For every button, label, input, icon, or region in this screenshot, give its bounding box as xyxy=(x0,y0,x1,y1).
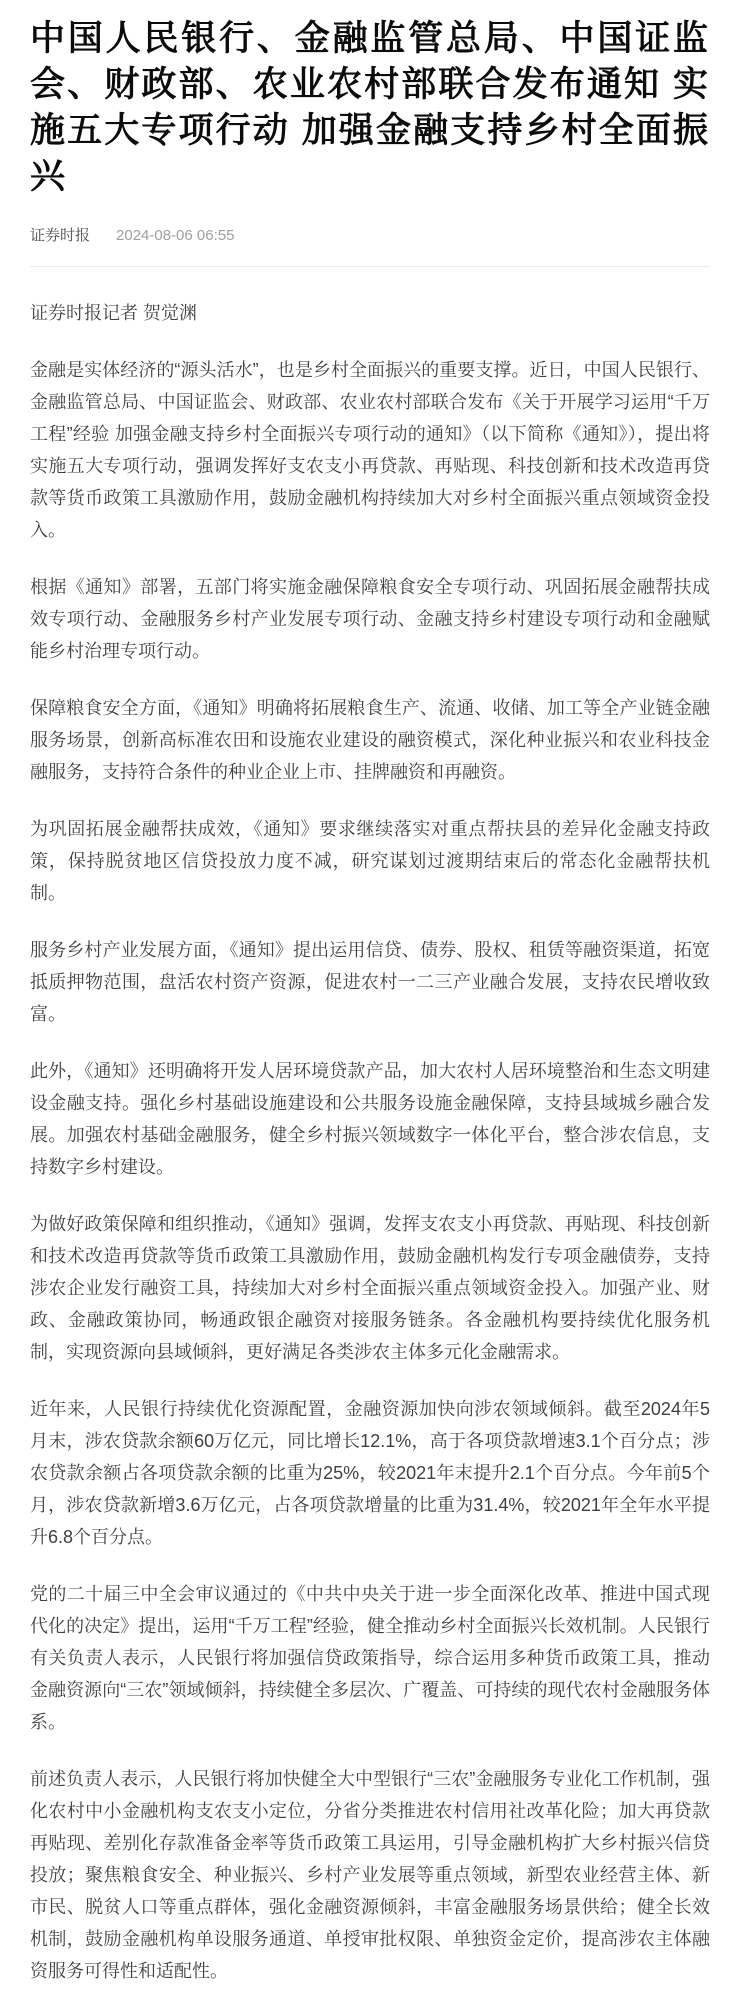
paragraph: 服务乡村产业发展方面，《通知》提出运用信贷、债券、股权、租赁等融资渠道，拓宽抵质押物范围，盘活农村资产资源，促进农村一二三产业融合发展，支持农民增收致富。 xyxy=(30,940,710,1024)
paragraph: 此外，《通知》还明确将开发人居环境贷款产品，加大农村人居环境整治和生态文明建设金融支持。强化乡村基础设施建设和公共服务设施金融保障，支持县域城乡融合发展。加强农村基础金融服务，健全乡村振兴领域数字一体化平台，整合涉农信息，支持数字乡村建设。 xyxy=(30,1061,710,1177)
paragraph: 根据《通知》部署，五部门将实施金融保障粮食安全专项行动、巩固拓展金融帮扶成效专项行动、金融服务乡村产业发展专项行动、金融支持乡村建设专项行动和金融赋能乡村治理专项行动。 xyxy=(30,577,710,661)
paragraph: 党的二十届三中全会审议通过的《中共中央关于进一步全面深化改革、推进中国式现代化的决定》提出，运用“千万工程”经验，健全推动乡村全面振兴长效机制。人民银行有关负责人表示，人民银行将加强信贷政策指导，综合运用多种货币政策工具，推动金融资源向“三农”领域倾斜，持续健全多层次、广覆盖、可持续的现代农村金融服务体系。 xyxy=(30,1584,710,1732)
byline: 证券时报记者 贺觉渊 xyxy=(30,303,198,323)
paragraph: 近年来，人民银行持续优化资源配置，金融资源加快向涉农领域倾斜。截至2024年5月末，涉农贷款余额60万亿元，同比增长12.1%，高于各项贷款增速3.1个百分点；涉农贷款余额占各项贷款余额的比重为25%，较2021年末提升2.1个百分点。今年前5个月，涉农贷款新增3.6万亿元，占各项贷款增量的比重为31.4%，较2021年全年水平提升6.8个百分点。 xyxy=(30,1399,710,1547)
source-name: 证券时报 xyxy=(30,227,91,244)
paragraph: 为巩固拓展金融帮扶成效，《通知》要求继续落实对重点帮扶县的差异化金融支持政策，保持脱贫地区信贷投放力度不减，研究谋划过渡期结束后的常态化金融帮扶机制。 xyxy=(30,819,710,903)
paragraph: 金融是实体经济的“源头活水”，也是乡村全面振兴的重要支撑。近日，中国人民银行、金融监管总局、中国证监会、财政部、农业农村部联合发布《关于开展学习运用“千万工程”经验 加强金融支持乡村全面振兴专项行动的通知》（以下简称《通知》），提出将实施五大专项行动，强调发挥好支农支小再贷款、再贴现、科技创新和技术改造再贷款等货币政策工具激励作用，鼓励金融机构持续加大对乡村全面振兴重点领域资金投入。 xyxy=(30,360,710,540)
divider xyxy=(30,266,710,267)
article-meta xyxy=(30,224,710,245)
article-title: 中国人民银行、金融监管总局、中国证监会、财政部、农业农村部联合发布通知 实施五大专项行动 加强金融支持乡村全面振兴 xyxy=(30,19,710,196)
publish-timestamp: 2024-08-06 06:55 xyxy=(116,227,235,244)
paragraph: 前述负责人表示，人民银行将加快健全大中型银行“三农”金融服务专业化工作机制，强化农村中小金融机构支农支小定位，分省分类推进农村信用社改革化险；加大再贷款再贴现、差别化存款准备金率等货币政策工具运用，引导金融机构扩大乡村振兴信贷投放；聚焦粮食安全、种业振兴、乡村产业发展等重点领域，新型农业经营主体、新市民、脱贫人口等重点群体，强化金融资源倾斜，丰富金融服务场景供给；健全长效机制，鼓励金融机构单设服务通道、单授审批权限、单独资金定价，提高涉农主体融资服务可得性和适配性。 xyxy=(30,1769,710,1981)
article-body xyxy=(30,354,710,1987)
paragraph: 为做好政策保障和组织推动，《通知》强调，发挥支农支小再贷款、再贴现、科技创新和技术改造再贷款等货币政策工具激励作用，鼓励金融机构发行专项金融债券，支持涉农企业发行融资工具，持续加大对乡村全面振兴重点领域资金投入。加强产业、财政、金融政策协同，畅通政银企融资对接服务链条。各金融机构要持续优化服务机制，实现资源向县域倾斜，更好满足各类涉农主体多元化金融需求。 xyxy=(30,1214,710,1362)
paragraph: 保障粮食安全方面，《通知》明确将拓展粮食生产、流通、收储、加工等全产业链金融服务场景，创新高标准农田和设施农业建设的融资模式，深化种业振兴和农业科技金融服务，支持符合条件的种业企业上市、挂牌融资和再融资。 xyxy=(30,698,710,782)
